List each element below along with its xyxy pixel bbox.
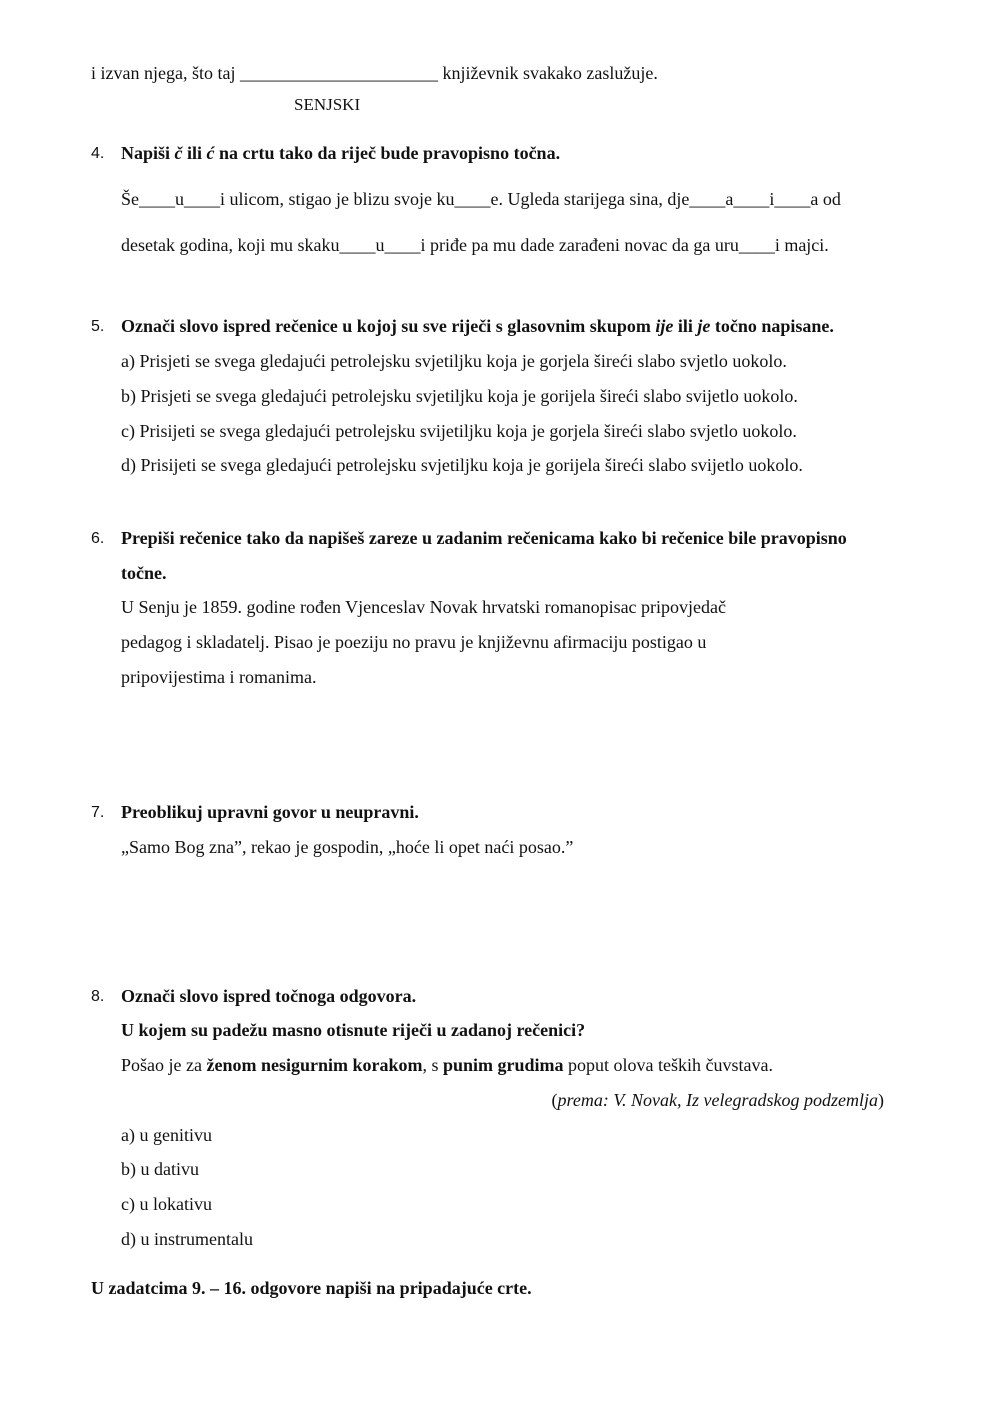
answer-option[interactable]: d) u instrumentalu <box>121 1229 253 1249</box>
source-citation: (prema: V. Novak, Iz velegradskog podzemlja) <box>551 1090 884 1110</box>
answer-option[interactable]: b) u dativu <box>121 1159 199 1179</box>
task-title: Napiši č ili ć na crtu tako da riječ bude pravopisno točna. <box>121 143 561 163</box>
task-title: Preoblikuj upravni govor u neupravni. <box>121 802 419 822</box>
task-number: 7. <box>91 804 105 821</box>
source-text-line: pedagog i skladatelj. Pisao je poeziju no pravu je književnu afirmaciju postigao u <box>121 632 707 652</box>
fill-in-line[interactable]: desetak godina, koji mu skaku____u____i priđe pa mu dade zarađeni novac da ga uru____i majci. <box>121 235 829 255</box>
direct-speech-text: „Samo Bog zna”, rekao je gospodin, „hoće li opet naći posao.” <box>121 837 574 857</box>
task-number: 6. <box>91 530 105 547</box>
fill-in-line[interactable]: Še____u____i ulicom, stigao je blizu svoje ku____e. Ugleda starijega sina, dje____a____i____a od <box>121 189 841 209</box>
answer-option[interactable]: b) Prisjeti se svega gledajući petrolejsku svjetiljku koja je gorijela šireći slabo svijetlo uokolo. <box>121 386 798 406</box>
task-title: Označi slovo ispred rečenice u kojoj su sve riječi s glasovnim skupom ije ili je točno napisane. <box>121 316 834 336</box>
source-text-line: pripovijestima i romanima. <box>121 667 317 687</box>
task-number: 4. <box>91 145 105 162</box>
task-title: Označi slovo ispred točnoga odgovora. <box>121 986 417 1006</box>
previous-task-hint: SENJSKI <box>294 95 361 114</box>
task-title-continued: točne. <box>121 563 167 583</box>
answer-option[interactable]: c) u lokativu <box>121 1194 212 1214</box>
section-instruction: U zadatcima 9. – 16. odgovore napiši na pripadajuće crte. <box>91 1278 532 1298</box>
task-number: 5. <box>91 318 105 335</box>
answer-option[interactable]: d) Prisijeti se svega gledajući petrolejsku svjetiljku koja je gorijela šireći slabo svijetlo uokolo. <box>121 455 803 475</box>
task-question: U kojem su padežu masno otisnute riječi u zadanoj rečenici? <box>121 1020 586 1040</box>
task-number: 8. <box>91 988 105 1005</box>
task-title: Prepiši rečenice tako da napišeš zareze u zadanim rečenicama kako bi rečenice bile pravopisno <box>121 528 847 548</box>
answer-option[interactable]: c) Prisijeti se svega gledajući petrolejsku svijetiljku koja je gorjela šireći slabo svjetlo uokolo. <box>121 421 797 441</box>
answer-option[interactable]: a) Prisjeti se svega gledajući petrolejsku svjetiljku koja je gorjela šireći slabo svjetlo uokolo. <box>121 351 787 371</box>
previous-task-line: i izvan njega, što taj ______________________ književnik svakako zaslužuje. <box>91 63 658 83</box>
example-sentence: Pošao je za ženom nesigurnim korakom, s punim grudima poput olova teških čuvstava. <box>121 1055 774 1075</box>
source-text-line: U Senju je 1859. godine rođen Vjenceslav Novak hrvatski romanopisac pripovjedač <box>121 597 727 617</box>
answer-option[interactable]: a) u genitivu <box>121 1125 212 1145</box>
